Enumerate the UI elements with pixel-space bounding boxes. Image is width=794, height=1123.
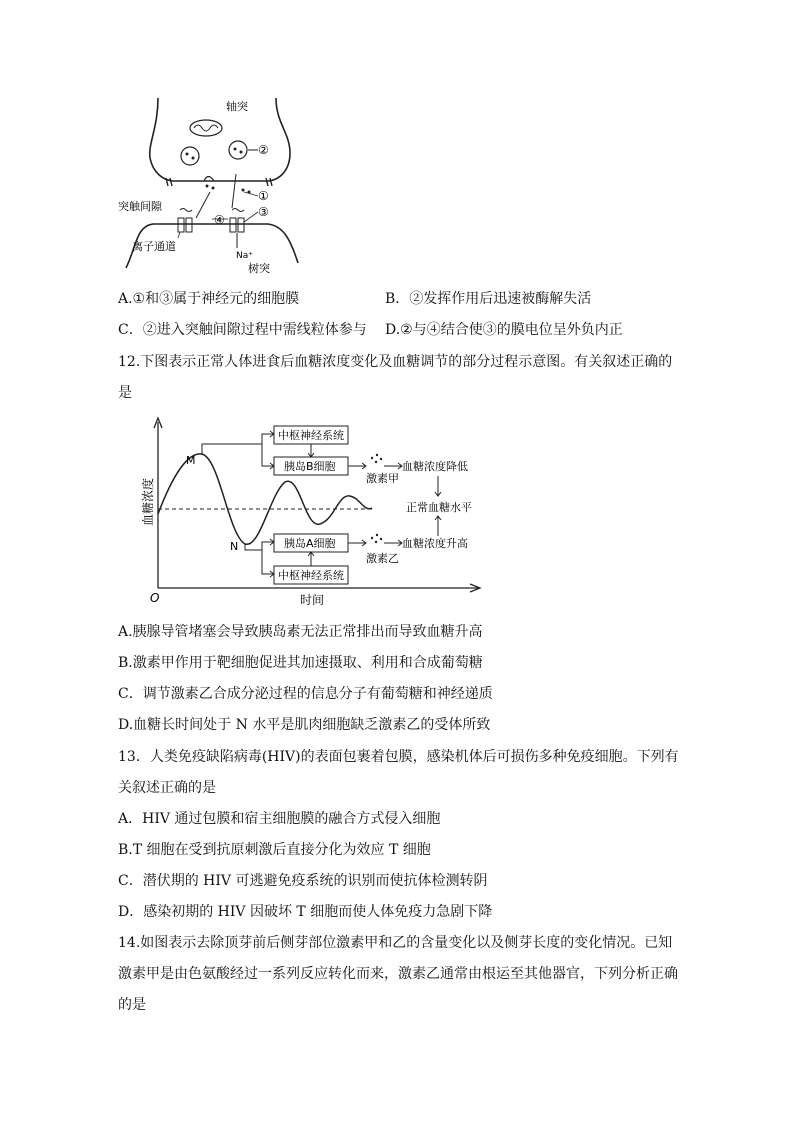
label-na: Na⁺ [236, 251, 253, 261]
graph-ylabel: 血糖浓度 [141, 477, 155, 526]
q12-option-c: C．调节激素乙合成分泌过程的信息分子有葡萄糖和神经递质 [118, 686, 493, 702]
box-cns-top: 中枢神经系统 [278, 429, 344, 442]
q14-stem-end: 的是 [118, 997, 146, 1013]
label-axon: 轴突 [226, 100, 248, 113]
label-1: ① [258, 189, 269, 203]
q13-option-c: C．潜伏期的 HIV 可逃避免疫系统的识别而使抗体检测转阴 [118, 873, 488, 889]
label-4: ④ [214, 213, 225, 227]
q13-option-a: A．HIV 通过包膜和宿主细胞膜的融合方式侵入细胞 [118, 811, 441, 827]
label-increase: 血糖浓度升高 [402, 537, 468, 550]
q12-option-a: A.胰腺导管堵塞会导致胰岛素无法正常排出而导致血糖升高 [118, 624, 483, 640]
box-cns-bottom: 中枢神经系统 [278, 569, 344, 582]
q12-stem-cont: 是 [118, 385, 132, 401]
label-hormone-b: 激素乙 [366, 552, 399, 565]
q13-stem-cont: 关叙述正确的是 [118, 780, 216, 796]
box-alpha-cell: 胰岛A细胞 [284, 537, 336, 550]
box-beta-cell: 胰岛B细胞 [284, 460, 336, 473]
label-decrease: 血糖浓度降低 [402, 460, 468, 473]
q11-option-a: A.①和③属于神经元的细胞膜 [118, 291, 300, 307]
q14-stem: 14.如图表示去除顶芽前后侧芽部位激素甲和乙的含量变化以及侧芽长度的变化情况。已知 [118, 935, 673, 951]
label-3: ③ [258, 205, 269, 219]
label-2: ② [258, 143, 269, 157]
synapse-figure [118, 98, 318, 278]
q11-option-d: D.②与④结合使③的膜电位呈外负内正 [385, 322, 623, 338]
q11-option-c: C．②进入突触间隙过程中需线粒体参与 [118, 322, 367, 338]
q14-stem-cont: 激素甲是由色氨酸经过一系列反应转化而来，激素乙通常由根运至其他器官，下列分析正确 [118, 966, 678, 982]
q12-stem: 12.下图表示正常人体进食后血糖浓度变化及血糖调节的部分过程示意图。有关叙述正确的 [118, 354, 673, 370]
q13-stem: 13．人类免疫缺陷病毒(HIV)的表面包裹着包膜，感染机体后可损伤多种免疫细胞。下列有 [118, 749, 679, 765]
q12-option-d: D.血糖长时间处于 N 水平是肌肉细胞缺乏激素乙的受体所致 [118, 717, 491, 733]
label-normal: 正常血糖水平 [406, 501, 472, 514]
label-dendrite: 树突 [248, 262, 270, 275]
graph-origin: O [150, 591, 160, 605]
q12-option-b: B.激素甲作用于靶细胞促进其加速摄取、利用和合成葡萄糖 [118, 655, 483, 671]
glucose-figure [140, 414, 485, 606]
graph-n: N [230, 540, 239, 553]
label-channel: 离子通道 [132, 240, 176, 253]
q11-option-b: B．②发挥作用后迅速被酶解失活 [385, 291, 592, 307]
graph-m: M [186, 454, 196, 467]
graph-xlabel: 时间 [300, 593, 325, 606]
label-cleft: 突触间隙 [118, 200, 162, 213]
label-hormone-a: 激素甲 [366, 472, 399, 485]
q13-option-b: B.T 细胞在受到抗原刺激后直接分化为效应 T 细胞 [118, 842, 431, 858]
q13-option-d: D．感染初期的 HIV 因破坏 T 细胞而使人体免疫力急剧下降 [118, 904, 493, 920]
